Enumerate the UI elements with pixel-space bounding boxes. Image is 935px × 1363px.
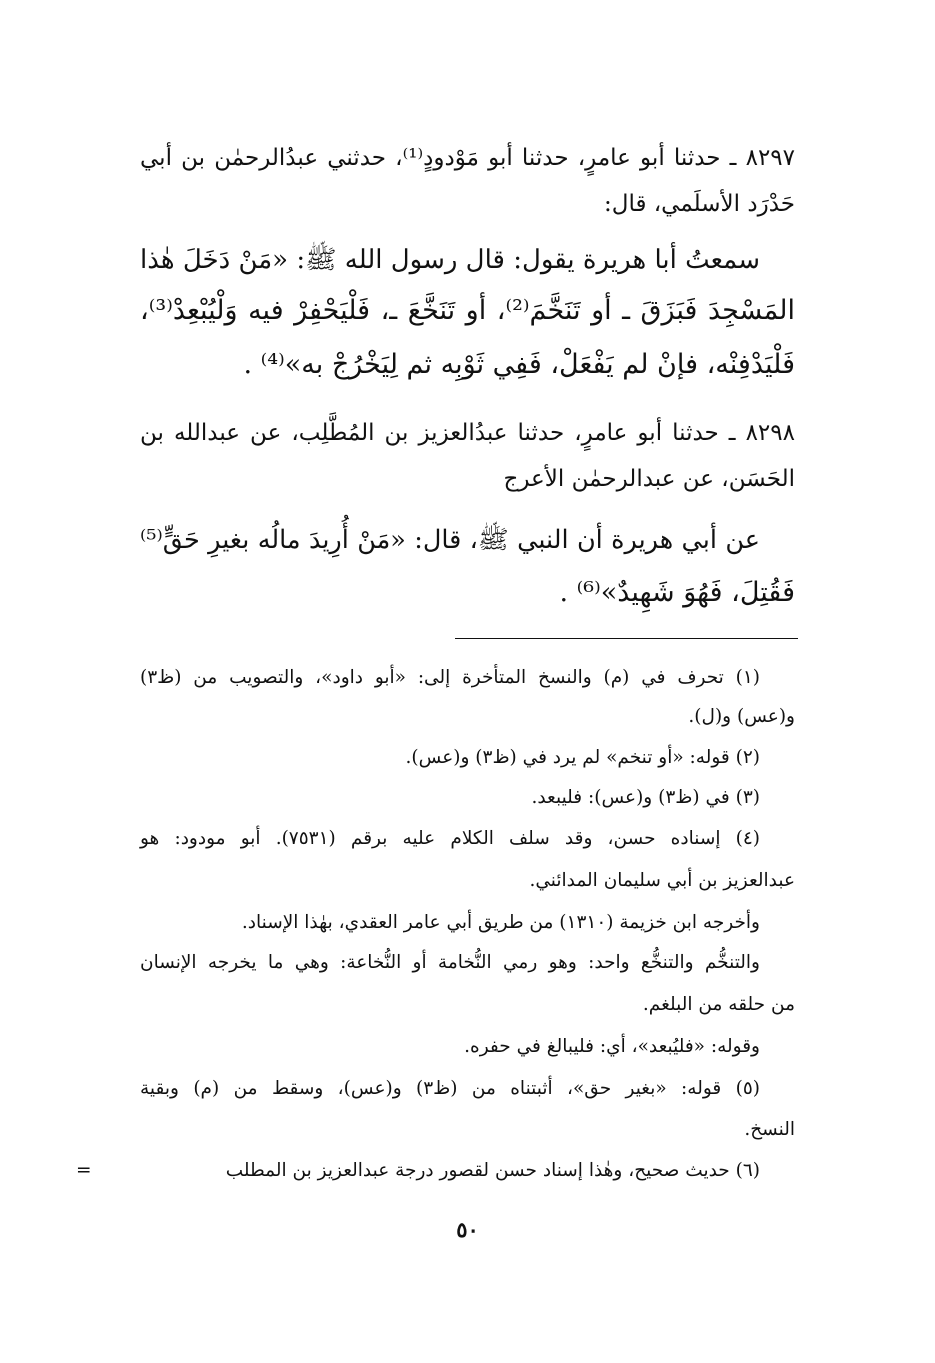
page-number: ٥٠ xyxy=(456,1217,479,1242)
footnote-1-text-1: (١) تحرف في (م) والنسخ المتأخرة إلى: «أبو داود»، والتصويب من (ظ٣) xyxy=(140,667,760,688)
hadith-8297-isnad-line-2: حَدْرَد الأسلَمي، قال: xyxy=(603,191,795,217)
footnote-4-line-1 xyxy=(140,828,760,849)
footnote-separator xyxy=(455,638,798,639)
footnote-2: (٢) قوله: «أو تنخم» لم يرد في (ظ٣) و(عس). xyxy=(405,747,760,768)
footnote-4-line-6: وقوله: «فليُبعد»، أي: فليبالغ في حفره. xyxy=(464,1036,760,1057)
hadith-8297-matn-line-3: فَلْيَدْفِنْه، فإنْ لم يَفْعَلْ، فَفِي ثَوْبِه ثم لِيَخْرُجْ به»⁽⁴⁾ . xyxy=(243,349,795,380)
hadith-8298-isnad-line-2: الحَسَن، عن عبدالرحمٰن الأعرج xyxy=(503,466,795,492)
footnote-5-line-1 xyxy=(140,1078,760,1099)
hadith-8298-matn-line-2: فَقُتِلَ، فَهُوَ شَهِيدٌ»⁽⁶⁾ . xyxy=(559,577,795,608)
footnote-4-line-4 xyxy=(140,952,760,973)
footnote-6: (٦) حديث صحيح، وهٰذا إسناد حسن لقصور درجة عبدالعزيز بن المطلب xyxy=(225,1160,760,1181)
footnote-3: (٣) في (ظ٣) و(عس): فليبعد. xyxy=(531,787,760,808)
hadith-8298-isnad-line-1 xyxy=(140,420,795,446)
footnote-4-text-1: (٤) إسناده حسن، وقد سلف الكلام عليه برقم (٧٥٣١). أبو مودود: هو xyxy=(140,828,760,849)
footnote-1-line-1 xyxy=(140,667,760,688)
footnote-5-text-1: (٥) قوله: «بغير حق»، أثبتناه من (ظ٣) و(عس)، وسقط من (م) وبقية xyxy=(140,1078,760,1099)
footnote-4-line-5: من حلقه من البلغم. xyxy=(642,994,795,1015)
hadith-8297-isnad-text-1: ٨٢٩٧ ـ حدثنا أبو عامرٍ، حدثنا أبو مَوْدودٍ⁽¹⁾، حدثني عبدُالرحمٰن بن أبي xyxy=(140,145,796,171)
hadith-8298-isnad-text-1: ٨٢٩٨ ـ حدثنا أبو عامرٍ، حدثنا عبدُالعزيز بن المُطَّلِب، عن عبدالله بن xyxy=(140,420,795,446)
hadith-8298-matn-line-1 xyxy=(140,524,760,561)
footnote-5-line-2: النسخ. xyxy=(744,1119,795,1140)
hadith-8297-matn-line-2 xyxy=(140,295,795,326)
hadith-8297-matn-text-1: سمعتُ أبا هريرة يقول: قال رسول الله ﷺ: «مَنْ دَخَلَ هٰذا xyxy=(140,245,760,275)
hadith-8297-isnad-line-1 xyxy=(140,145,795,171)
continuation-mark: = xyxy=(76,1160,92,1181)
hadith-8297-matn-line-1 xyxy=(140,243,760,281)
hadith-8297-matn-text-2: المَسْجِدَ فَبَزَقَ ـ أو تَنَخَّمَ⁽²⁾، أو تَنَخَّعَ ـ، فَلْيَحْفِرْ فيه وَلْيُبْعِدْ⁽³⁾، xyxy=(140,295,795,326)
footnote-4-line-2: عبدالعزيز بن أبي سليمان المدائني. xyxy=(529,870,795,891)
footnote-4-line-3: وأخرجه ابن خزيمة (١٣١٠) من طريق أبي عامر العقدي، بهٰذا الإسناد. xyxy=(241,912,760,933)
footnote-4-text-4: والتنخُّم والتنخُّع واحد: وهو رمي النُّخامة أو النُّخاعة: وهي ما يخرجه الإنسان xyxy=(140,952,760,973)
footnote-1-line-2: و(عس) و(ل). xyxy=(688,706,795,727)
hadith-8298-matn-text-1: عن أبي هريرة أن النبي ﷺ، قال: «مَنْ أُرِيدَ مالُه بغيرِ حَقٍّ⁽⁵⁾ xyxy=(140,525,760,555)
